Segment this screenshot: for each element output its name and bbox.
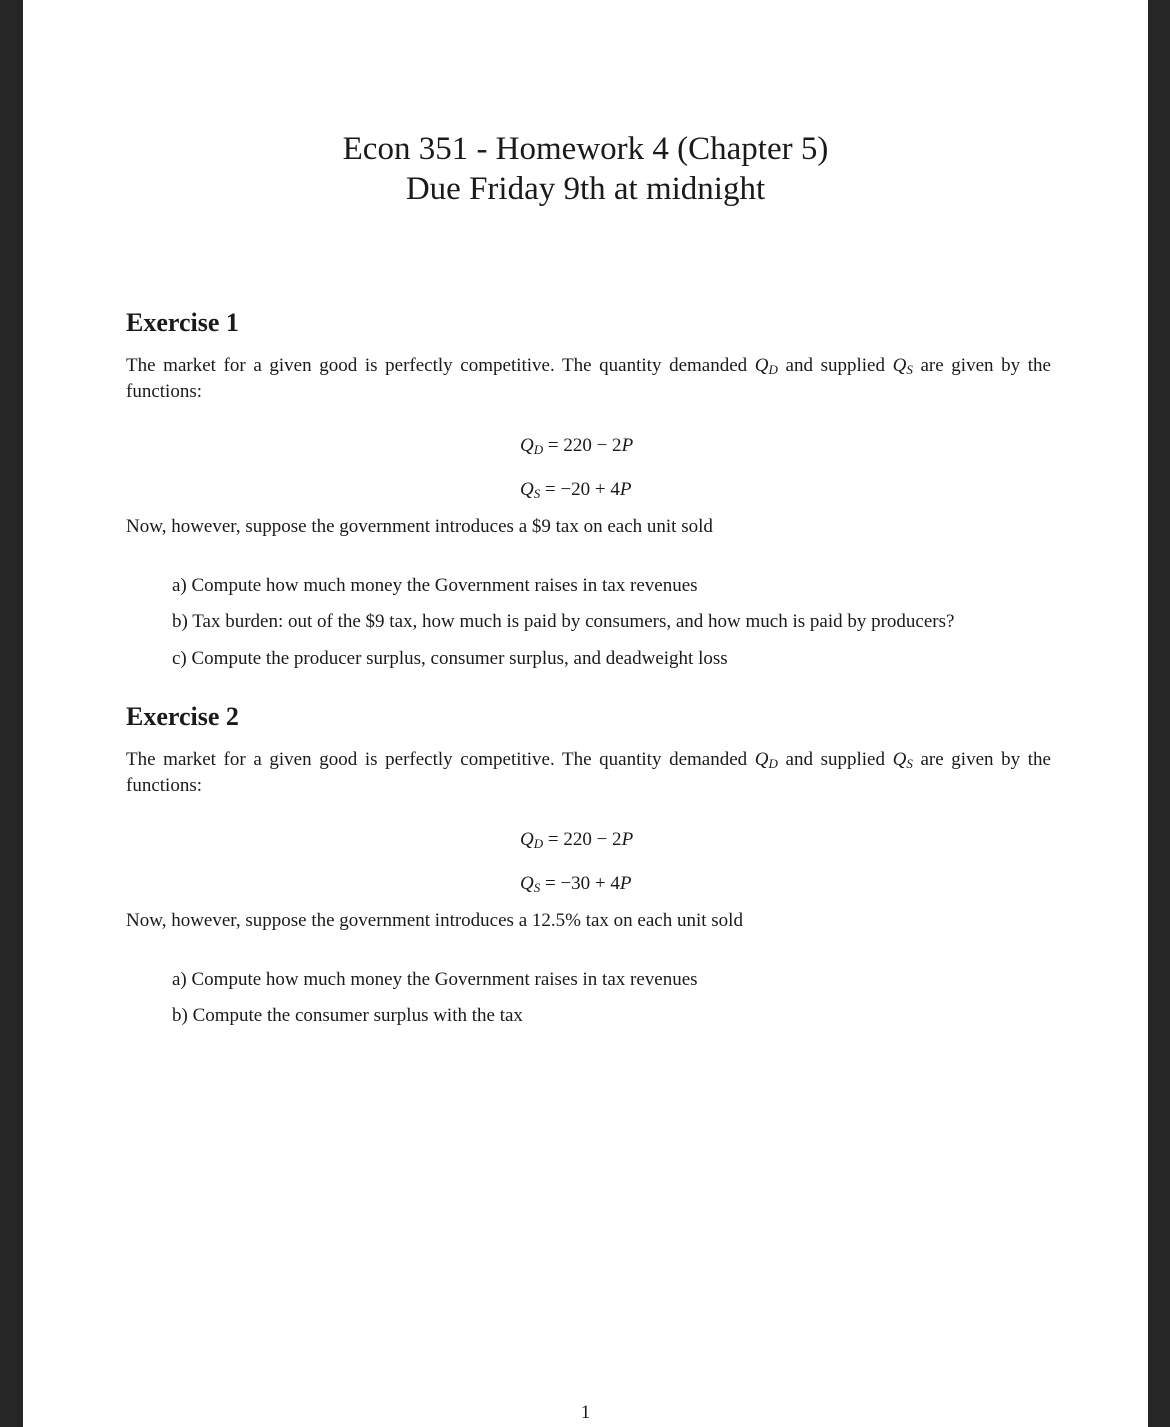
exercise-1-item-b: b) Tax burden: out of the $9 tax, how much is paid by consumers, and how much is paid by producers? bbox=[172, 611, 955, 632]
document-subtitle: Due Friday 9th at midnight bbox=[405, 171, 766, 207]
page-number: 1 bbox=[580, 1402, 591, 1423]
exercise-2-demand-equation: $Q_D = 220 - 2P$ bbox=[520, 829, 634, 851]
exercise-1-demand-equation: $Q_D = 220 - 2P$ bbox=[520, 435, 634, 457]
document-page bbox=[23, 0, 1148, 1427]
exercise-1-item-a: a) Compute how much money the Government raises in tax revenues bbox=[172, 575, 698, 596]
exercise-1-tax-text: Now, however, suppose the government introduces a $9 tax on each unit sold bbox=[126, 516, 713, 537]
exercise-2-item-b: b) Compute the consumer surplus with the tax bbox=[172, 1005, 523, 1026]
document-title: Econ 351 - Homework 4 (Chapter 5) bbox=[342, 131, 829, 167]
exercise-2-item-a: a) Compute how much money the Government raises in tax revenues bbox=[172, 969, 698, 990]
exercise-1-intro: The market for a given good is perfectly competitive. The quantity demanded $Q_D$ and supplied $Q_S$ are given by the functions: bbox=[126, 355, 1051, 402]
exercise-1-supply-equation: $Q_S = -20 + 4P$ bbox=[520, 479, 632, 501]
exercise-2-tax-text: Now, however, suppose the government introduces a 12.5% tax on each unit sold bbox=[126, 910, 743, 931]
exercise-2-intro: The market for a given good is perfectly competitive. The quantity demanded $Q_D$ and supplied $Q_S$ are given by the functions: bbox=[126, 749, 1051, 796]
exercise-1-item-c: c) Compute the producer surplus, consumer surplus, and deadweight loss bbox=[172, 648, 728, 669]
exercise-2-supply-equation: $Q_S = -30 + 4P$ bbox=[520, 873, 632, 895]
exercise-1-heading: Exercise 1 bbox=[126, 308, 239, 337]
exercise-2-heading: Exercise 2 bbox=[126, 702, 239, 731]
